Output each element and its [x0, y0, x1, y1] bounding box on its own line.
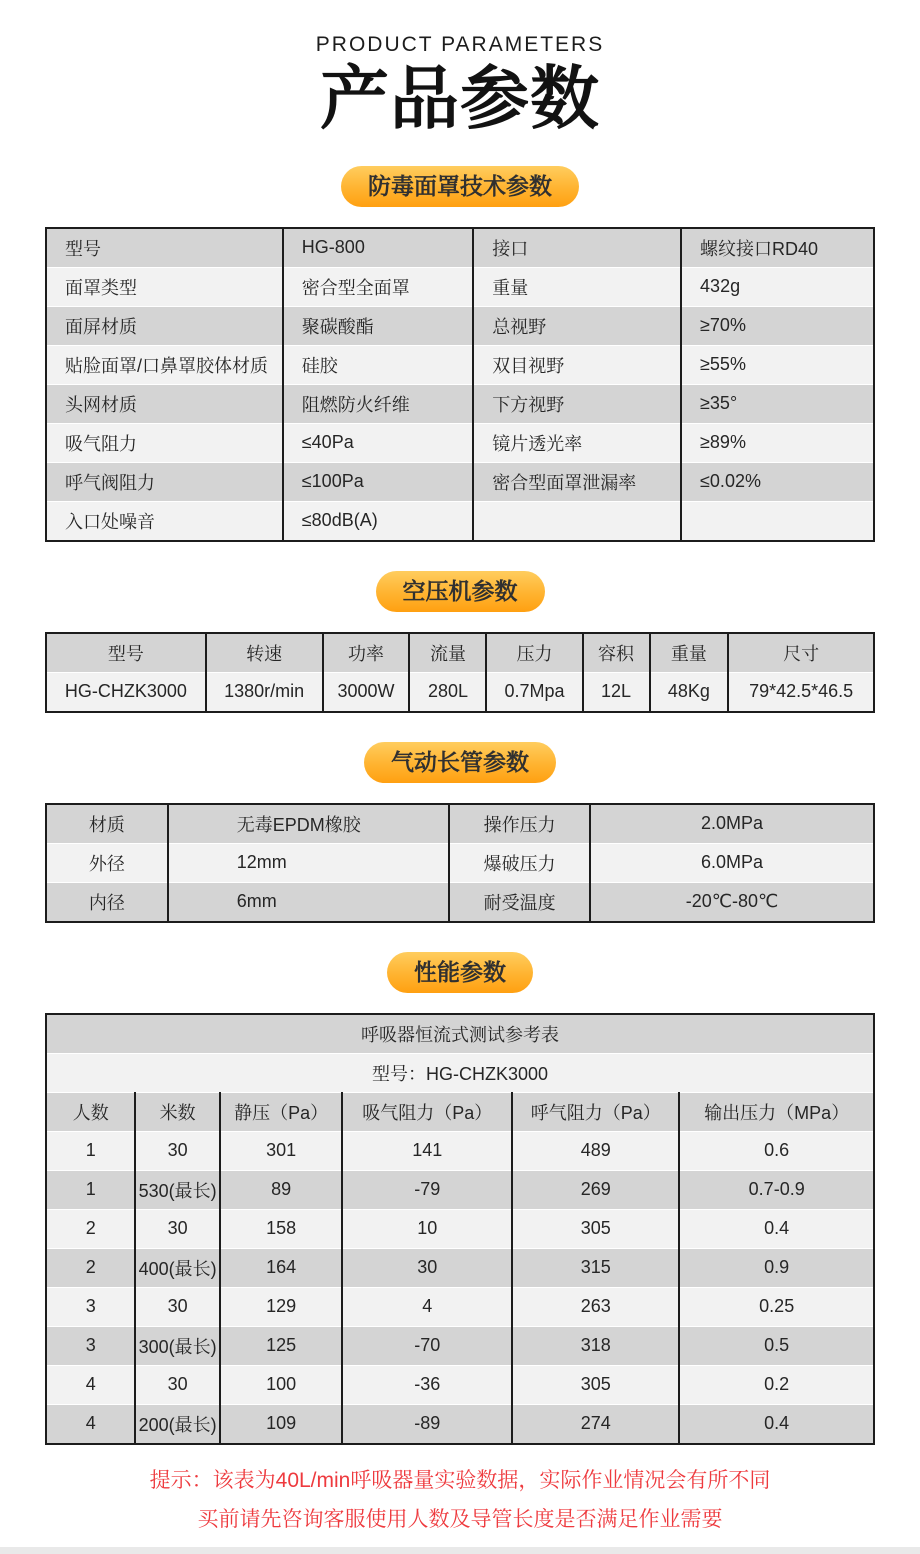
compressor-params-badge: 空压机参数	[376, 571, 545, 612]
spec-value-cell: 6mm	[168, 882, 450, 922]
notice-line-2: 买前请先咨询客服使用人数及导管长度是否满足作业需要	[197, 1508, 723, 1532]
spec-value-cell: 79*42.5*46.5	[728, 672, 874, 712]
table-row	[46, 462, 874, 501]
data-cell: 4	[342, 1287, 512, 1326]
mask-params-table	[45, 227, 875, 542]
data-cell: 109	[220, 1404, 343, 1444]
spec-label-cell: 密合型面罩泄漏率	[473, 462, 681, 501]
data-cell: 318	[512, 1326, 679, 1365]
data-cell: 305	[512, 1209, 679, 1248]
compressor-section-header	[0, 571, 920, 612]
column-header-cell: 尺寸	[783, 643, 820, 664]
data-cell: -36	[342, 1365, 512, 1404]
data-cell: 300(最长)	[135, 1326, 219, 1365]
data-cell: 10	[342, 1209, 512, 1248]
table-row	[46, 1287, 874, 1326]
data-cell: 30	[135, 1365, 219, 1404]
spec-value-cell: ≥35°	[681, 384, 874, 423]
performance-params-badge: 性能参数	[387, 952, 533, 993]
spec-label-cell: 贴脸面罩/口鼻罩胶体材质	[46, 345, 283, 384]
data-cell: 30	[342, 1248, 512, 1287]
data-cell: 269	[512, 1170, 679, 1209]
page-title: 产品参数	[320, 60, 600, 137]
data-cell: 4	[46, 1365, 135, 1404]
column-header-cell: 人数	[46, 1092, 135, 1131]
table-row	[46, 1248, 874, 1287]
data-cell: 530(最长)	[135, 1170, 219, 1209]
data-cell: 274	[512, 1404, 679, 1444]
mask-section-header	[0, 166, 920, 207]
table-row	[46, 1131, 874, 1170]
table-title-row	[46, 1014, 874, 1054]
spec-value-cell: 密合型全面罩	[283, 267, 473, 306]
performance-params-table	[45, 1013, 875, 1445]
notice-text	[0, 1467, 920, 1534]
spec-label-cell: 重量	[473, 267, 681, 306]
table-row	[46, 672, 874, 712]
spec-label-cell: 总视野	[473, 306, 681, 345]
data-cell: 129	[220, 1287, 343, 1326]
table-row	[46, 267, 874, 306]
spec-label-cell: 吸气阻力	[46, 423, 283, 462]
data-cell: 30	[135, 1209, 219, 1248]
spec-value-cell: 1380r/min	[206, 672, 323, 712]
table-row	[46, 882, 874, 922]
data-cell: 1	[46, 1170, 135, 1209]
compressor-params-table	[45, 632, 875, 713]
table-row	[46, 423, 874, 462]
data-cell: 0.6	[679, 1131, 874, 1170]
data-cell: 4	[46, 1404, 135, 1444]
data-cell: 315	[512, 1248, 679, 1287]
data-cell: 0.2	[679, 1365, 874, 1404]
spec-label-cell: 操作压力	[449, 804, 590, 844]
data-cell: 489	[512, 1131, 679, 1170]
spec-label-cell: 耐受温度	[449, 882, 590, 922]
eyebrow-title: PRODUCT PARAMETERS	[315, 33, 605, 56]
spec-value-cell: 280L	[409, 672, 486, 712]
tube-params-table	[45, 803, 875, 923]
spec-value-cell: HG-CHZK3000	[46, 672, 206, 712]
spec-label-cell: 双目视野	[473, 345, 681, 384]
table-row	[46, 501, 874, 541]
spec-label-cell: 入口处噪音	[46, 501, 283, 541]
data-cell: 2	[46, 1248, 135, 1287]
spec-value-cell: ≤0.02%	[681, 462, 874, 501]
spec-label-cell: 接口	[473, 228, 681, 268]
data-cell: -89	[342, 1404, 512, 1444]
spec-value-cell: 2.0MPa	[700, 813, 763, 834]
table-row	[46, 804, 874, 844]
data-cell: 164	[220, 1248, 343, 1287]
data-cell: 0.25	[679, 1287, 874, 1326]
table-row	[46, 306, 874, 345]
spec-value-cell: 3000W	[323, 672, 410, 712]
table-row	[46, 345, 874, 384]
table-row	[46, 1170, 874, 1209]
table-header-row	[46, 1092, 874, 1131]
spec-label-cell: 爆破压力	[449, 843, 590, 882]
notice-line-1: 提示：该表为40L/min呼吸器量实验数据，实际作业情况会有所不同	[149, 1468, 771, 1492]
table-row	[46, 1365, 874, 1404]
column-header-cell: 型号	[46, 633, 206, 673]
spec-value-cell: 螺纹接口RD40	[700, 238, 819, 259]
table-row	[46, 1326, 874, 1365]
table-subtitle-row	[46, 1053, 874, 1092]
spec-value-cell	[681, 501, 874, 541]
table-row	[46, 1404, 874, 1444]
spec-value-cell: ≤80dB(A)	[283, 501, 473, 541]
spec-value-cell: 聚碳酸酯	[283, 306, 473, 345]
column-header-cell: 重量	[650, 633, 729, 673]
data-cell: -79	[342, 1170, 512, 1209]
spec-label-cell: 面罩类型	[46, 267, 283, 306]
data-cell: 3	[46, 1326, 135, 1365]
spec-label-cell: 内径	[46, 882, 168, 922]
model-line-cell: 型号：HG-CHZK3000	[46, 1053, 874, 1092]
spec-label-cell: 下方视野	[473, 384, 681, 423]
data-cell: 158	[220, 1209, 343, 1248]
tube-section-header	[0, 742, 920, 783]
spec-value-cell: 12mm	[168, 843, 450, 882]
data-cell: 1	[46, 1131, 135, 1170]
column-header-cell: 输出压力（MPa）	[679, 1092, 874, 1131]
spec-label-cell: 呼气阀阻力	[46, 462, 283, 501]
bottom-divider	[0, 1547, 920, 1554]
spec-value-cell: ≥55%	[681, 345, 874, 384]
performance-section-header	[0, 952, 920, 993]
table-row	[46, 228, 874, 268]
data-cell: 200(最长)	[135, 1404, 219, 1444]
data-cell: 0.4	[679, 1404, 874, 1444]
data-cell: 400(最长)	[135, 1248, 219, 1287]
spec-label-cell: 型号	[46, 228, 283, 268]
spec-value-cell: HG-800	[283, 228, 473, 268]
spec-value-cell: 0.7Mpa	[486, 672, 582, 712]
data-cell: 3	[46, 1287, 135, 1326]
data-cell: 301	[220, 1131, 343, 1170]
spec-label-cell: 头网材质	[46, 384, 283, 423]
table-title-cell: 呼吸器恒流式测试参考表	[361, 1024, 559, 1045]
column-header-cell: 功率	[323, 633, 410, 673]
spec-label-cell: 面屏材质	[46, 306, 283, 345]
spec-value-cell: ≥89%	[681, 423, 874, 462]
data-cell: 0.9	[679, 1248, 874, 1287]
spec-label-cell: 镜片透光率	[473, 423, 681, 462]
data-cell: 100	[220, 1365, 343, 1404]
spec-value-cell: -20℃-80℃	[590, 882, 874, 922]
spec-label-cell	[473, 501, 681, 541]
table-header-row	[46, 633, 874, 673]
column-header-cell: 转速	[206, 633, 323, 673]
spec-value-cell: ≤40Pa	[283, 423, 473, 462]
spec-value-cell: 432g	[681, 267, 874, 306]
spec-value-cell: ≥70%	[681, 306, 874, 345]
data-cell: 30	[135, 1131, 219, 1170]
column-header-cell: 静压（Pa）	[220, 1092, 343, 1131]
spec-value-cell: 6.0MPa	[590, 843, 874, 882]
spec-value-cell: 阻燃防火纤维	[283, 384, 473, 423]
spec-value-cell: 12L	[583, 672, 650, 712]
column-header-cell: 呼气阻力（Pa）	[512, 1092, 679, 1131]
spec-label-cell: 材质	[46, 804, 168, 844]
data-cell: 30	[135, 1287, 219, 1326]
data-cell: 125	[220, 1326, 343, 1365]
spec-value-cell: 48Kg	[650, 672, 729, 712]
column-header-cell: 流量	[409, 633, 486, 673]
data-cell: 141	[342, 1131, 512, 1170]
table-row	[46, 384, 874, 423]
data-cell: -70	[342, 1326, 512, 1365]
data-cell: 2	[46, 1209, 135, 1248]
column-header-cell: 容积	[583, 633, 650, 673]
column-header-cell: 米数	[135, 1092, 219, 1131]
spec-value-cell: 无毒EPDM橡胶	[168, 804, 450, 844]
column-header-cell: 吸气阻力（Pa）	[342, 1092, 512, 1131]
data-cell: 0.4	[679, 1209, 874, 1248]
column-header-cell: 压力	[486, 633, 582, 673]
spec-value-cell: ≤100Pa	[283, 462, 473, 501]
table-row	[46, 1209, 874, 1248]
spec-label-cell: 外径	[46, 843, 168, 882]
tube-params-badge: 气动长管参数	[364, 742, 556, 783]
data-cell: 263	[512, 1287, 679, 1326]
data-cell: 0.5	[679, 1326, 874, 1365]
table-row	[46, 843, 874, 882]
mask-params-badge: 防毒面罩技术参数	[341, 166, 579, 207]
data-cell: 305	[512, 1365, 679, 1404]
data-cell: 0.7-0.9	[679, 1170, 874, 1209]
data-cell: 89	[220, 1170, 343, 1209]
spec-value-cell: 硅胶	[283, 345, 473, 384]
